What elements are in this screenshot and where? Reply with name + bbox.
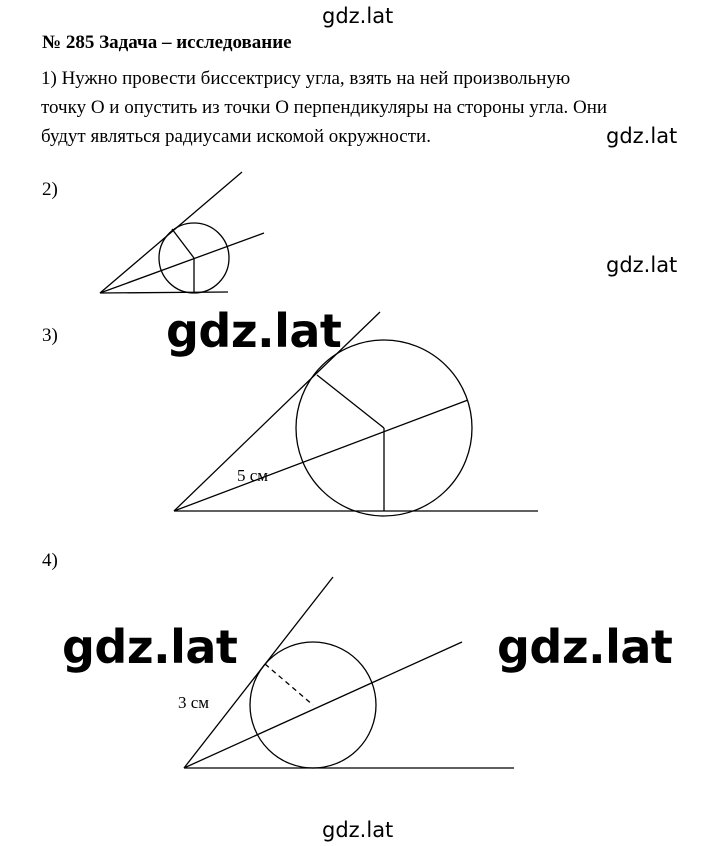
figure-2-drawing [100,172,264,293]
paragraph-line: 1) Нужно провести биссектрису угла, взять на ней произвольную [41,68,571,89]
watermark-right-upper: gdz.lat [606,124,678,148]
fig4-length-label: 3 см [178,693,210,712]
paragraph-line: будут являться радиусами искомой окружности. [41,126,431,147]
watermark-top: gdz.lat [322,4,394,28]
fig3-radius-upper [317,375,384,428]
figure-3-number: 3) [42,325,58,346]
watermark-big-left: gdz.lat [62,620,238,674]
problem-title: № 285 Задача – исследование [42,32,292,53]
watermark-big-right: gdz.lat [497,620,673,674]
watermark-big-center: gdz.lat [166,304,342,358]
figure-2-number: 2) [42,179,58,200]
figure-4-number: 4) [42,550,58,571]
fig4-dashed-radius [265,664,313,705]
fig2-lower-ray [100,292,228,293]
fig3-length-label: 5 см [237,466,269,485]
watermark-bottom: gdz.lat [322,818,394,842]
watermark-right-middle: gdz.lat [606,253,678,277]
fig3-bisector [174,400,468,511]
paragraph-line: точку O и опустить из точки O перпендикуляры на стороны угла. Они [41,97,608,118]
fig2-upper-ray [100,172,242,293]
fig2-radius-upper [172,229,194,258]
